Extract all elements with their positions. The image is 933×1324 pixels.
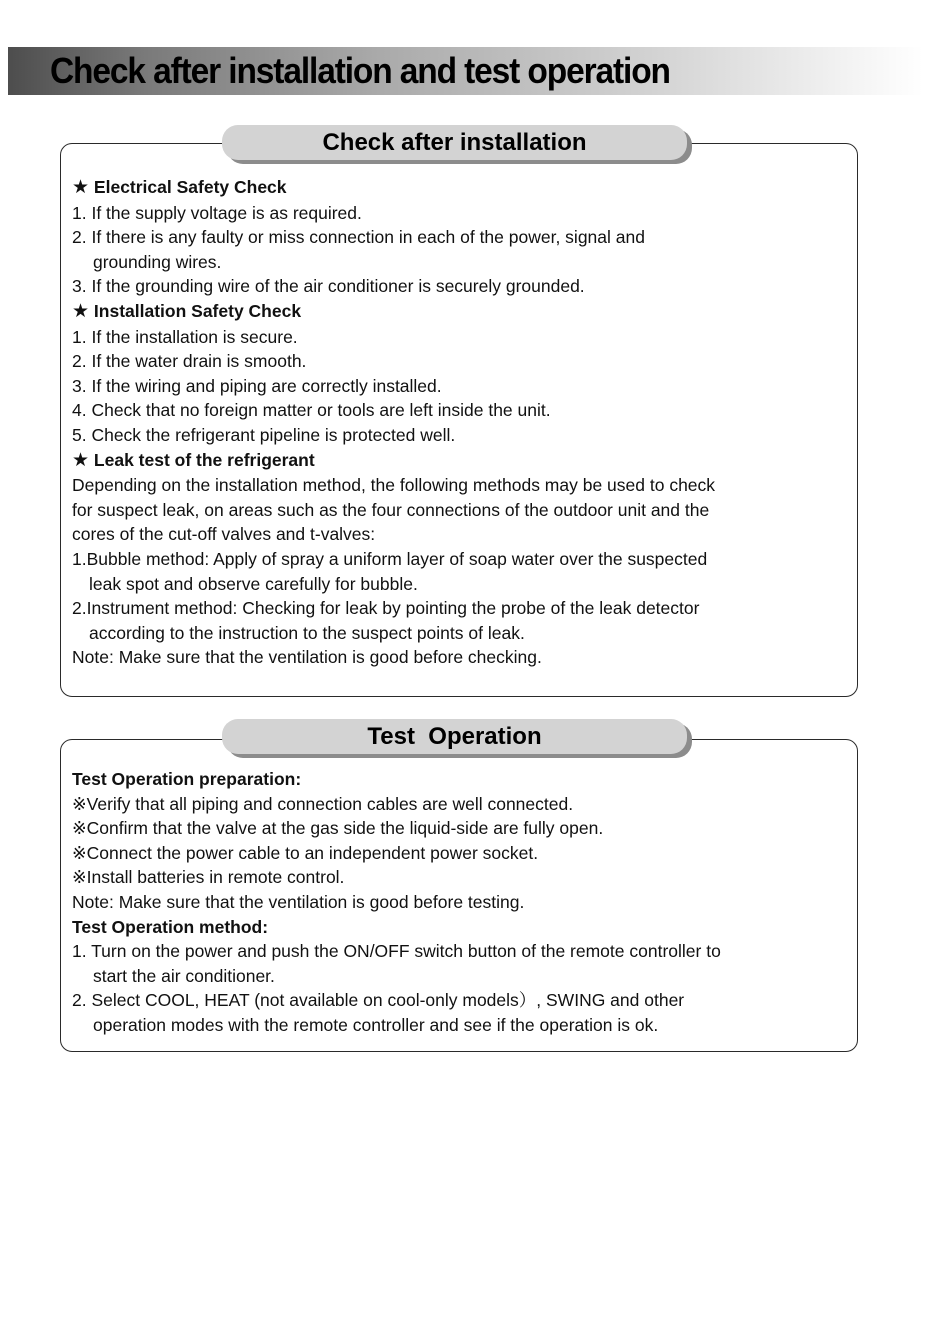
installation-safety-check-title-text: Installation Safety Check [93,300,302,321]
list-item: 2. If there is any faulty or miss connection in each of the power, signal and [72,227,645,248]
check-after-installation-heading: Check after installation [222,125,687,160]
test-operation-content [72,767,842,1038]
electrical-safety-check-title [72,175,842,201]
list-item: 2. If the water drain is smooth. [72,351,307,372]
list-item: 1.Bubble method: Apply of spray a uniform layer of soap water over the suspected [72,548,708,569]
list-item: ※Connect the power cable to an independent power socket. [72,842,539,863]
electrical-safety-check-title-text: Electrical Safety Check [93,177,287,197]
page-header-banner [8,47,923,95]
note-line: Note: Make sure that the ventilation is good before checking. [72,647,542,668]
leak-test-title-text: Leak test of the refrigerant [93,449,315,470]
list-item: 4. Check that no foreign matter or tools are left inside the unit. [72,400,551,421]
test-operation-method-title: Test Operation method: [72,916,269,937]
star-icon: ★ [72,177,90,198]
list-item: 2.Instrument method: Checking for leak by pointing the probe of the leak detector [72,598,700,619]
paragraph-line: cores of the cut-off valves and t-valves: [72,524,376,545]
list-item: 3. If the wiring and piping are correctly installed. [72,375,442,396]
list-item-continuation: operation modes with the remote controller and see if the operation is ok. [93,1014,659,1035]
check-after-installation-content [72,175,842,670]
page-title: Check after installation and test operation [50,50,670,91]
list-item-continuation: according to the instruction to the suspect points of leak. [89,622,525,643]
list-item: 1. If the supply voltage is as required. [72,202,362,223]
list-item-continuation: leak spot and observe carefully for bubble. [89,573,418,594]
list-item: 1. Turn on the power and push the ON/OFF switch button of the remote controller to [72,941,721,962]
list-item-continuation: grounding wires. [93,251,222,272]
star-icon: ★ [72,449,90,471]
test-operation-preparation-title: Test Operation preparation: [72,769,302,789]
list-item: ※Verify that all piping and connection cables are well connected. [72,793,574,814]
list-item: 3. If the grounding wire of the air conditioner is securely grounded. [72,276,585,297]
list-item: 2. Select COOL, HEAT (not available on cool-only models）, SWING and other [72,990,685,1011]
star-icon: ★ [72,300,90,322]
list-item: ※Install batteries in remote control. [72,867,345,888]
list-item-continuation: start the air conditioner. [93,965,275,986]
list-item: 1. If the installation is secure. [72,326,298,347]
test-operation-heading: Test Operation [222,719,687,754]
list-item: 5. Check the refrigerant pipeline is protected well. [72,424,456,445]
paragraph-line: for suspect leak, on areas such as the four connections of the outdoor unit and the [72,499,710,520]
paragraph-line: Depending on the installation method, the following methods may be used to check [72,475,716,496]
leak-test-title [72,448,842,474]
installation-safety-check-title [72,299,842,325]
list-item: ※Confirm that the valve at the gas side the liquid-side are fully open. [72,818,604,839]
note-line: Note: Make sure that the ventilation is good before testing. [72,891,525,912]
